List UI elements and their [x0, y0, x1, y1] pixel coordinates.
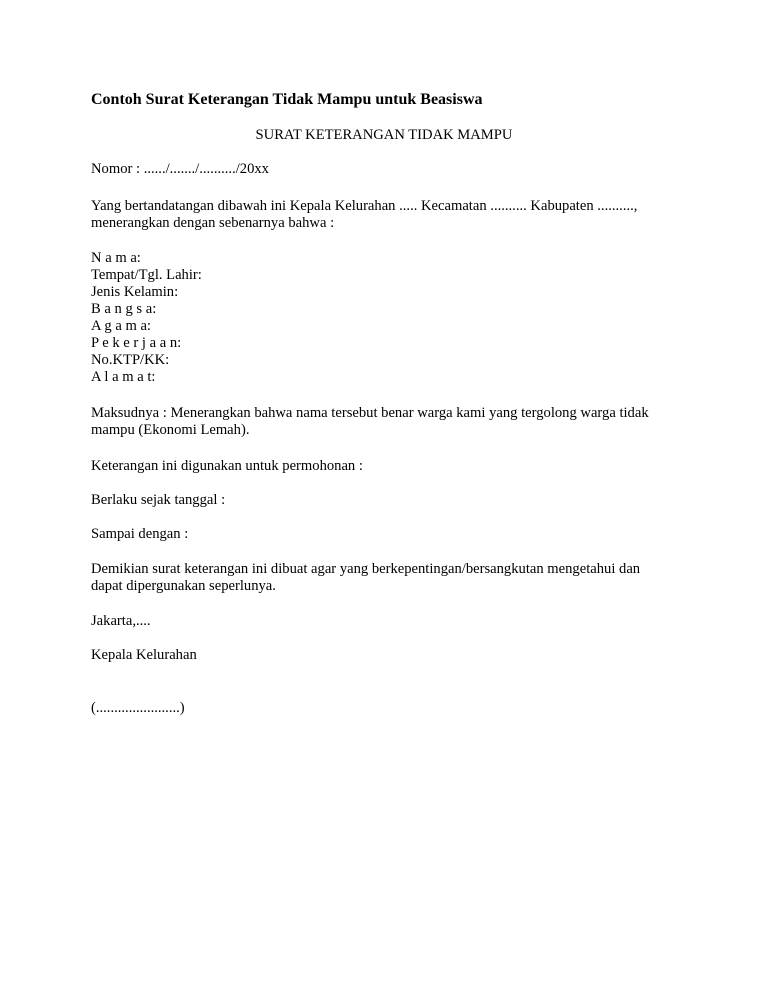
maksud-line-2: mampu (Ekonomi Lemah).: [91, 422, 250, 438]
signature-placeholder: (.......................): [91, 700, 185, 716]
demikian-line-2: dapat dipergunakan seperlunya.: [91, 578, 276, 594]
field-tempat-tgl-lahir: Tempat/Tgl. Lahir:: [91, 267, 202, 283]
keterangan-text: Keterangan ini digunakan untuk permohonan :: [91, 458, 363, 474]
field-agama: A g a m a:: [91, 318, 151, 334]
signer-title: Kepala Kelurahan: [91, 647, 197, 663]
field-jenis-kelamin: Jenis Kelamin:: [91, 284, 179, 300]
field-bangsa: B a n g s a:: [91, 301, 157, 317]
demikian-line-1: Demikian surat keterangan ini dibuat agar yang berkepentingan/bersangkutan mengetahui dan: [91, 561, 641, 577]
sampai-text: Sampai dengan :: [91, 526, 189, 542]
intro-line-2: menerangkan dengan sebenarnya bahwa :: [91, 215, 335, 231]
document-title: Contoh Surat Keterangan Tidak Mampu untuk Beasiswa: [91, 91, 483, 108]
berlaku-text: Berlaku sejak tanggal :: [91, 492, 226, 508]
maksud-line-1: Maksudnya : Menerangkan bahwa nama tersebut benar warga kami yang tergolong warga tidak: [91, 405, 649, 421]
place-date: Jakarta,....: [91, 613, 151, 629]
letter-number: Nomor : ....../......./........../20xx: [91, 161, 269, 177]
field-alamat: A l a m a t:: [91, 369, 156, 385]
field-no-ktp-kk: No.KTP/KK:: [91, 352, 170, 368]
letter-heading: SURAT KETERANGAN TIDAK MAMPU: [255, 127, 513, 143]
field-pekerjaan: P e k e r j a a n:: [91, 335, 182, 351]
intro-line-1: Yang bertandatangan dibawah ini Kepala Kelurahan ..... Kecamatan .......... Kabupaten ..........,: [91, 198, 638, 214]
field-nama: N a m a:: [91, 250, 141, 266]
